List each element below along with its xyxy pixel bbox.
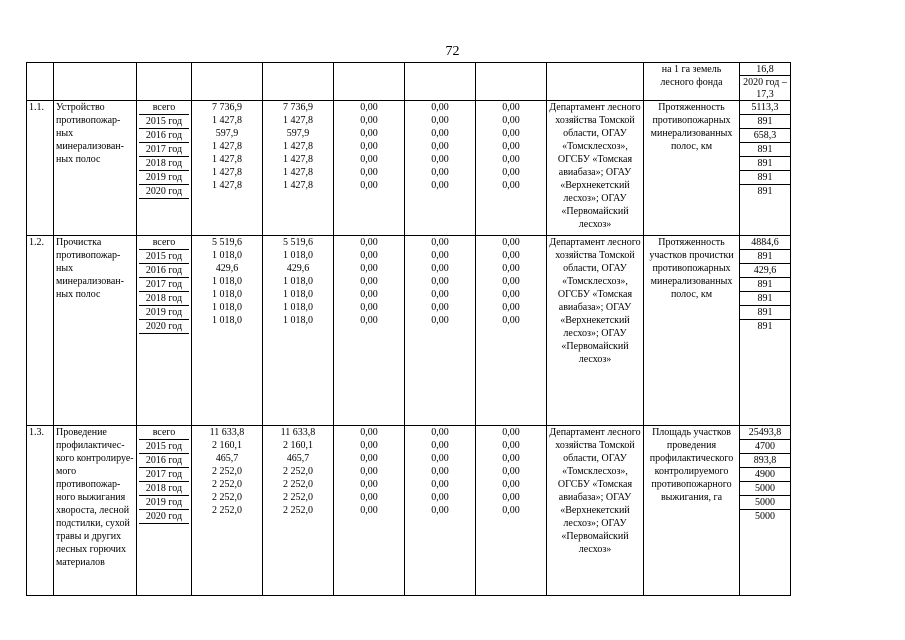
federal-funding-value: 0,00 <box>360 154 378 165</box>
total-funding-value: 1 427,8 <box>212 141 242 152</box>
indicator-name: Площадь участков проведения профилактического контролируемого противопожарного выжигания, га <box>644 426 740 596</box>
extra-funding-value: 0,00 <box>502 250 520 261</box>
federal-funding-value: 0,00 <box>360 115 378 126</box>
total-funding-value: 1 018,0 <box>212 276 242 287</box>
regional-funding-value: 1 018,0 <box>283 315 313 326</box>
year-list-value: всего <box>139 101 189 115</box>
total-funding-value: 11 633,8 <box>209 427 245 438</box>
year-list-value: 2015 год <box>139 440 189 454</box>
local-funding-value: 0,00 <box>431 115 449 126</box>
federal-funding-value: 0,00 <box>360 440 378 451</box>
total-funding-value: 5 519,6 <box>212 237 242 248</box>
year-list-value: 2019 год <box>139 171 189 185</box>
extra-funding-value: 0,00 <box>502 237 520 248</box>
extra-funding-value: 0,00 <box>502 505 520 516</box>
local-funding-value: 0,00 <box>431 154 449 165</box>
table-row <box>27 101 791 236</box>
federal-funding-value: 0,00 <box>360 427 378 438</box>
local-funding-value: 0,00 <box>431 289 449 300</box>
federal-funding-value: 0,00 <box>360 453 378 464</box>
federal-funding-value: 0,00 <box>360 128 378 139</box>
indicator-value: 891 <box>740 250 790 264</box>
year-list <box>137 426 192 596</box>
regional-funding-value: 1 018,0 <box>283 302 313 313</box>
program-table <box>26 62 791 596</box>
extra-funding-value: 0,00 <box>502 276 520 287</box>
extra-funding-value: 0,00 <box>502 154 520 165</box>
year-list-value: 2019 год <box>139 306 189 320</box>
local-funding-value: 0,00 <box>431 180 449 191</box>
continuation-header-row <box>27 63 791 101</box>
regional-funding-value: 2 252,0 <box>283 479 313 490</box>
extra-funding <box>476 236 547 426</box>
regional-funding-value: 1 427,8 <box>283 115 313 126</box>
indicator-value: 891 <box>740 157 790 171</box>
extra-funding-value: 0,00 <box>502 289 520 300</box>
extra-funding-value: 0,00 <box>502 492 520 503</box>
row-index: 1.1. <box>27 101 54 236</box>
indicator-value: 891 <box>740 171 790 185</box>
total-funding-value: 2 252,0 <box>212 505 242 516</box>
local-funding-value: 0,00 <box>431 466 449 477</box>
local-funding-value: 0,00 <box>431 276 449 287</box>
total-funding-value: 2 252,0 <box>212 479 242 490</box>
total-funding-value: 1 018,0 <box>212 250 242 261</box>
indicator-value: 5000 <box>755 511 775 522</box>
year-list-value: 2016 год <box>139 454 189 468</box>
regional-funding-value: 5 519,6 <box>283 237 313 248</box>
local-funding-value: 0,00 <box>431 128 449 139</box>
total-funding-value: 2 252,0 <box>212 466 242 477</box>
extra-funding-value: 0,00 <box>502 102 520 113</box>
total-funding-value: 2 160,1 <box>212 440 242 451</box>
indicator-value: 891 <box>740 292 790 306</box>
federal-funding-value: 0,00 <box>360 167 378 178</box>
total-funding-value: 1 427,8 <box>212 154 242 165</box>
year-list-value: 2017 год <box>139 143 189 157</box>
federal-funding-value: 0,00 <box>360 492 378 503</box>
regional-funding <box>263 101 334 236</box>
regional-funding-value: 1 427,8 <box>283 141 313 152</box>
indicator-name: Протяженность участков прочистки противопожарных минерализованных полос, км <box>644 236 740 426</box>
table-row <box>27 426 791 596</box>
total-funding-value: 1 427,8 <box>212 115 242 126</box>
indicator-values <box>740 101 791 236</box>
federal-funding-value: 0,00 <box>360 276 378 287</box>
executors: Департамент лесного хозяйства Томской области, ОГАУ «Томсклесхоз», ОГСБУ «Томская авиабаза»; ОГАУ «Верхнекетский лесхоз»; ОГАУ «Первомайский лесхоз» <box>547 101 644 236</box>
regional-funding-value: 2 252,0 <box>283 505 313 516</box>
regional-funding-value: 1 427,8 <box>283 167 313 178</box>
total-funding <box>192 236 263 426</box>
total-funding-value: 429,6 <box>215 263 239 274</box>
executors: Департамент лесного хозяйства Томской области, ОГАУ «Томсклесхоз», ОГСБУ «Томская авиабаза»; ОГАУ «Верхнекетский лесхоз»; ОГАУ «Первомайский лесхоз» <box>547 236 644 426</box>
regional-funding-value: 7 736,9 <box>283 102 313 113</box>
local-funding <box>405 101 476 236</box>
federal-funding-value: 0,00 <box>360 479 378 490</box>
local-funding-value: 0,00 <box>431 102 449 113</box>
extra-funding-value: 0,00 <box>502 263 520 274</box>
federal-funding <box>334 236 405 426</box>
indicator-value: 429,6 <box>740 264 790 278</box>
federal-funding-value: 0,00 <box>360 237 378 248</box>
year-list-value: 2015 год <box>139 250 189 264</box>
total-funding-value: 1 427,8 <box>212 180 242 191</box>
federal-funding <box>334 101 405 236</box>
year-list-value: 2017 год <box>139 278 189 292</box>
indicator-name: Протяженность противопожарных минерализованных полос, км <box>644 101 740 236</box>
total-funding-value: 597,9 <box>215 128 239 139</box>
extra-funding-value: 0,00 <box>502 115 520 126</box>
federal-funding-value: 0,00 <box>360 505 378 516</box>
extra-funding-value: 0,00 <box>502 466 520 477</box>
regional-funding-value: 2 160,1 <box>283 440 313 451</box>
extra-funding-value: 0,00 <box>502 453 520 464</box>
local-funding-value: 0,00 <box>431 141 449 152</box>
federal-funding-value: 0,00 <box>360 315 378 326</box>
year-list-value: всего <box>139 426 189 440</box>
indicator-value: 4700 <box>740 440 790 454</box>
local-funding-value: 0,00 <box>431 453 449 464</box>
federal-funding <box>334 426 405 596</box>
header-value: 17,3 <box>756 89 774 100</box>
indicator-value: 4884,6 <box>740 236 790 250</box>
year-list <box>137 236 192 426</box>
extra-funding-value: 0,00 <box>502 427 520 438</box>
total-funding-value: 1 427,8 <box>212 167 242 178</box>
extra-funding-value: 0,00 <box>502 167 520 178</box>
indicator-value: 891 <box>740 278 790 292</box>
federal-funding-value: 0,00 <box>360 250 378 261</box>
federal-funding-value: 0,00 <box>360 263 378 274</box>
local-funding-value: 0,00 <box>431 479 449 490</box>
regional-funding <box>263 236 334 426</box>
year-list-value: 2020 год <box>139 185 189 199</box>
extra-funding-value: 0,00 <box>502 141 520 152</box>
local-funding-value: 0,00 <box>431 492 449 503</box>
local-funding-value: 0,00 <box>431 237 449 248</box>
indicator-value: 5113,3 <box>740 101 790 115</box>
local-funding <box>405 236 476 426</box>
indicator-values <box>740 426 791 596</box>
indicator-value: 893,8 <box>740 454 790 468</box>
indicator-value: 658,3 <box>740 129 790 143</box>
indicator-value: 891 <box>757 186 773 197</box>
indicator-value: 5000 <box>740 496 790 510</box>
federal-funding-value: 0,00 <box>360 302 378 313</box>
total-funding-value: 2 252,0 <box>212 492 242 503</box>
row-index: 1.2. <box>27 236 54 426</box>
indicator-value: 5000 <box>740 482 790 496</box>
indicator-values <box>740 236 791 426</box>
measure-name: Устройство противопожар-ных минерализован-ных полос <box>54 101 137 236</box>
regional-funding-value: 1 427,8 <box>283 180 313 191</box>
total-funding-value: 7 736,9 <box>212 102 242 113</box>
regional-funding <box>263 426 334 596</box>
executors: Департамент лесного хозяйства Томской области, ОГАУ «Томсклесхоз», ОГСБУ «Томская авиабаза»; ОГАУ «Верхнекетский лесхоз»; ОГАУ «Первомайский лесхоз» <box>547 426 644 596</box>
header-value: 2020 год – <box>743 77 787 88</box>
year-list-value: 2020 год <box>139 510 189 524</box>
indicator-value: 25493,8 <box>740 426 790 440</box>
total-funding-value: 1 018,0 <box>212 315 242 326</box>
measure-name: Проведение профилактичес-кого контролируе-мого противопожар-ного выжигания хвороста, лесной подстилки, сухой травы и других лесных горючих материалов <box>54 426 137 596</box>
extra-funding <box>476 101 547 236</box>
regional-funding-value: 11 633,8 <box>280 427 316 438</box>
local-funding-value: 0,00 <box>431 315 449 326</box>
table-row <box>27 236 791 426</box>
federal-funding-value: 0,00 <box>360 466 378 477</box>
local-funding-value: 0,00 <box>431 440 449 451</box>
regional-funding-value: 1 018,0 <box>283 276 313 287</box>
regional-funding-value: 2 252,0 <box>283 492 313 503</box>
regional-funding-value: 1 018,0 <box>283 289 313 300</box>
federal-funding-value: 0,00 <box>360 180 378 191</box>
year-list-value: 2018 год <box>139 482 189 496</box>
year-list-value: 2019 год <box>139 496 189 510</box>
indicator-value: 891 <box>740 306 790 320</box>
indicator-value: 4900 <box>740 468 790 482</box>
indicator-header-values <box>740 63 791 101</box>
extra-funding-value: 0,00 <box>502 315 520 326</box>
year-list-value: 2015 год <box>139 115 189 129</box>
regional-funding-value: 465,7 <box>286 453 310 464</box>
extra-funding-value: 0,00 <box>502 180 520 191</box>
row-index: 1.3. <box>27 426 54 596</box>
extra-funding-value: 0,00 <box>502 479 520 490</box>
federal-funding-value: 0,00 <box>360 141 378 152</box>
extra-funding-value: 0,00 <box>502 302 520 313</box>
local-funding-value: 0,00 <box>431 250 449 261</box>
local-funding <box>405 426 476 596</box>
year-list-value: 2016 год <box>139 264 189 278</box>
indicator-value: 891 <box>740 143 790 157</box>
total-funding <box>192 101 263 236</box>
total-funding-value: 1 018,0 <box>212 289 242 300</box>
year-list-value: 2016 год <box>139 129 189 143</box>
indicator-value: 891 <box>740 115 790 129</box>
total-funding <box>192 426 263 596</box>
federal-funding-value: 0,00 <box>360 102 378 113</box>
local-funding-value: 0,00 <box>431 263 449 274</box>
local-funding-value: 0,00 <box>431 427 449 438</box>
local-funding-value: 0,00 <box>431 505 449 516</box>
header-value: 16,8 <box>740 63 790 76</box>
year-list-value: 2018 год <box>139 157 189 171</box>
local-funding-value: 0,00 <box>431 167 449 178</box>
year-list-value: 2018 год <box>139 292 189 306</box>
year-list <box>137 101 192 236</box>
local-funding-value: 0,00 <box>431 302 449 313</box>
year-list-value: 2020 год <box>139 320 189 334</box>
regional-funding-value: 1 018,0 <box>283 250 313 261</box>
measure-name: Прочистка противопожар-ных минерализован-ных полос <box>54 236 137 426</box>
total-funding-value: 1 018,0 <box>212 302 242 313</box>
extra-funding <box>476 426 547 596</box>
year-list-value: всего <box>139 236 189 250</box>
regional-funding-value: 429,6 <box>286 263 310 274</box>
regional-funding-value: 1 427,8 <box>283 154 313 165</box>
regional-funding-value: 2 252,0 <box>283 466 313 477</box>
extra-funding-value: 0,00 <box>502 440 520 451</box>
indicator-value: 891 <box>757 321 773 332</box>
page-number: 72 <box>445 44 460 59</box>
indicator-header: на 1 га земель лесного фонда <box>644 63 740 101</box>
federal-funding-value: 0,00 <box>360 289 378 300</box>
year-list-value: 2017 год <box>139 468 189 482</box>
total-funding-value: 465,7 <box>215 453 239 464</box>
regional-funding-value: 597,9 <box>286 128 310 139</box>
extra-funding-value: 0,00 <box>502 128 520 139</box>
